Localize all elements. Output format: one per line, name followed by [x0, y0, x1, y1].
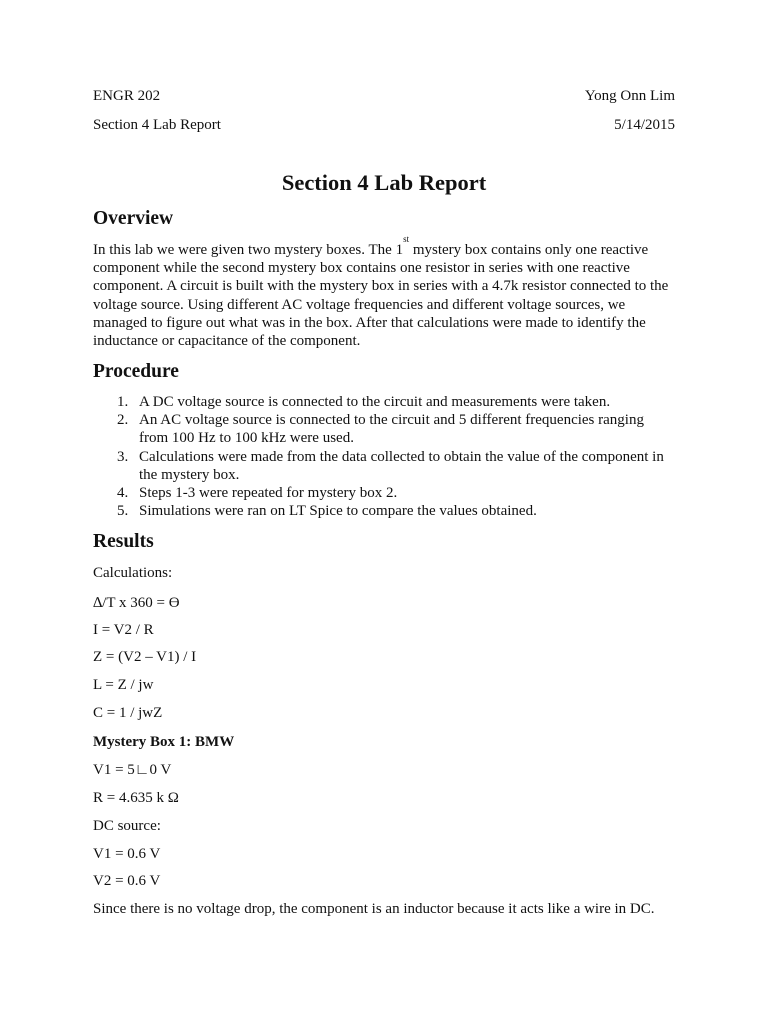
procedure-heading: Procedure: [93, 361, 179, 382]
page-title: Section 4 Lab Report: [281, 170, 487, 195]
procedure-list: [93, 393, 673, 520]
formula-inductance: L = Z / jw: [93, 677, 154, 693]
procedure-step: [93, 448, 673, 484]
box1-resistance: R = 4.635 k Ω: [93, 790, 179, 806]
procedure-step: [93, 411, 673, 447]
dc-source-label: DC source:: [93, 818, 161, 834]
step-text: Steps 1-3 were repeated for mystery box 2.: [139, 485, 398, 502]
calculations-label: Calculations:: [93, 565, 173, 581]
overview-text-part-1: In this lab we were given two mystery boxes. The 1: [93, 242, 404, 258]
step-number: 2.: [117, 412, 129, 429]
procedure-step: [93, 484, 673, 502]
box1-v1: V1 = 5∟0 V: [93, 762, 172, 778]
formula-capacitance: C = 1 / jwZ: [93, 705, 163, 721]
step-text: Calculations were made from the data collected to obtain the value of the component in the mystery box.: [139, 448, 664, 483]
step-text: A DC voltage source is connected to the circuit and measurements were taken.: [139, 394, 611, 410]
overview-paragraph: [93, 234, 675, 350]
author-name: Yong Onn Lim: [584, 88, 675, 104]
procedure-step: [93, 502, 673, 520]
step-text: An AC voltage source is connected to the circuit and 5 different frequencies ranging from 100 Hz to 100 kHz were used.: [139, 412, 644, 447]
step-text: Simulations were ran on LT Spice to compare the values obtained.: [139, 503, 537, 520]
overview-text-part-2: mystery box contains only one reactive component while the second mystery box contains one resistor in series with one reactive component. A circuit is built with the mystery box in series with a 4.7k resistor connected to the voltage source. Using different AC voltage frequencies and different voltage sources, we managed to figure out what was in the box. After that calculations were made to identify the inductance or capacitance of the component.: [93, 242, 669, 350]
procedure-step: [93, 393, 673, 411]
mystery-box-1-heading: Mystery Box 1: BMW: [93, 734, 235, 750]
step-number: 4.: [117, 485, 129, 502]
formula-current: I = V2 / R: [93, 622, 154, 638]
report-subtitle: Section 4 Lab Report: [93, 117, 221, 133]
overview-heading: Overview: [93, 208, 174, 229]
results-heading: Results: [93, 531, 154, 552]
formula-phase: ∆/T x 360 = ϴ: [93, 595, 180, 611]
step-number: 1.: [117, 394, 129, 410]
dc-v1: V1 = 0.6 V: [93, 846, 161, 862]
dc-v2: V2 = 0.6 V: [93, 873, 161, 889]
formula-impedance: Z = (V2 – V1) / I: [93, 649, 197, 665]
dc-conclusion: Since there is no voltage drop, the component is an inductor because it acts like a wire in DC.: [93, 901, 655, 917]
step-number: 5.: [117, 503, 129, 520]
report-date: 5/14/2015: [614, 117, 675, 133]
overview-superscript: st: [403, 234, 410, 244]
step-number: 3.: [117, 448, 129, 465]
course-code: ENGR 202: [93, 88, 161, 104]
